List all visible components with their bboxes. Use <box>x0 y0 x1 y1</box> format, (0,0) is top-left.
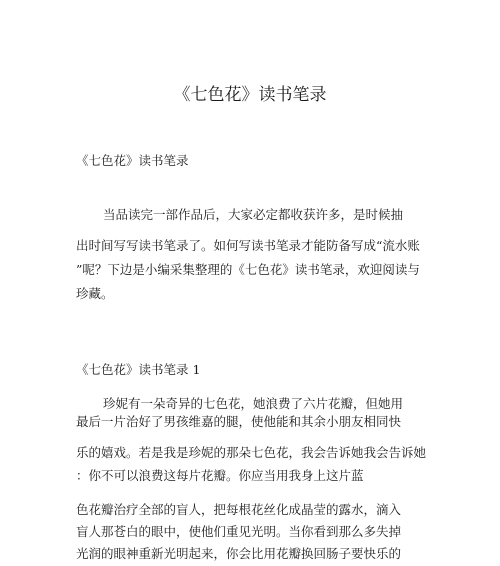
body-line-6: 盲人那苍白的眼中，使他们重见光明。当你看到那么多失掉 <box>76 524 402 539</box>
intro-line-2: 出时间写写读书笔录了。如何写读书笔录才能防备写成“流水账 <box>76 238 420 253</box>
body-line-2: 最后一片治好了男孩维嘉的腿，使他能和其余小朋友相同快 <box>76 414 402 429</box>
body-line-3: 乐的嬉戏。若是我是珍妮的那朵七色花，我会告诉她我会告诉她 <box>76 445 427 460</box>
section-heading: 《七色花》读书笔录 1 <box>76 362 201 377</box>
body-line-7: 光润的眼神重新光明起来，你会比用花瓣换回肠子要快乐的 <box>76 546 402 561</box>
body-line-4: ：你不可以浪费这每片花瓣。你应当用我身上这片蓝 <box>76 468 364 483</box>
subtitle: 《七色花》读书笔录 <box>76 153 189 168</box>
body-line-5: 色花瓣治疗全部的盲人，把每根花丝化成晶莹的露水，滴入 <box>76 502 402 517</box>
intro-line-1: 当品读完一部作品后，大家必定都收获许多，是时候抽 <box>103 207 404 222</box>
document-title: 《七色花》读书笔录 <box>173 85 327 105</box>
body-line-1: 珍妮有一朵奇异的七色花，她浪费了六片花瓣，但她用 <box>103 396 404 411</box>
intro-line-4: 珍藏。 <box>76 286 114 301</box>
intro-line-3: ”呢？下边是小编采集整理的《七色花》读书笔录，欢迎阅读与 <box>76 262 420 277</box>
